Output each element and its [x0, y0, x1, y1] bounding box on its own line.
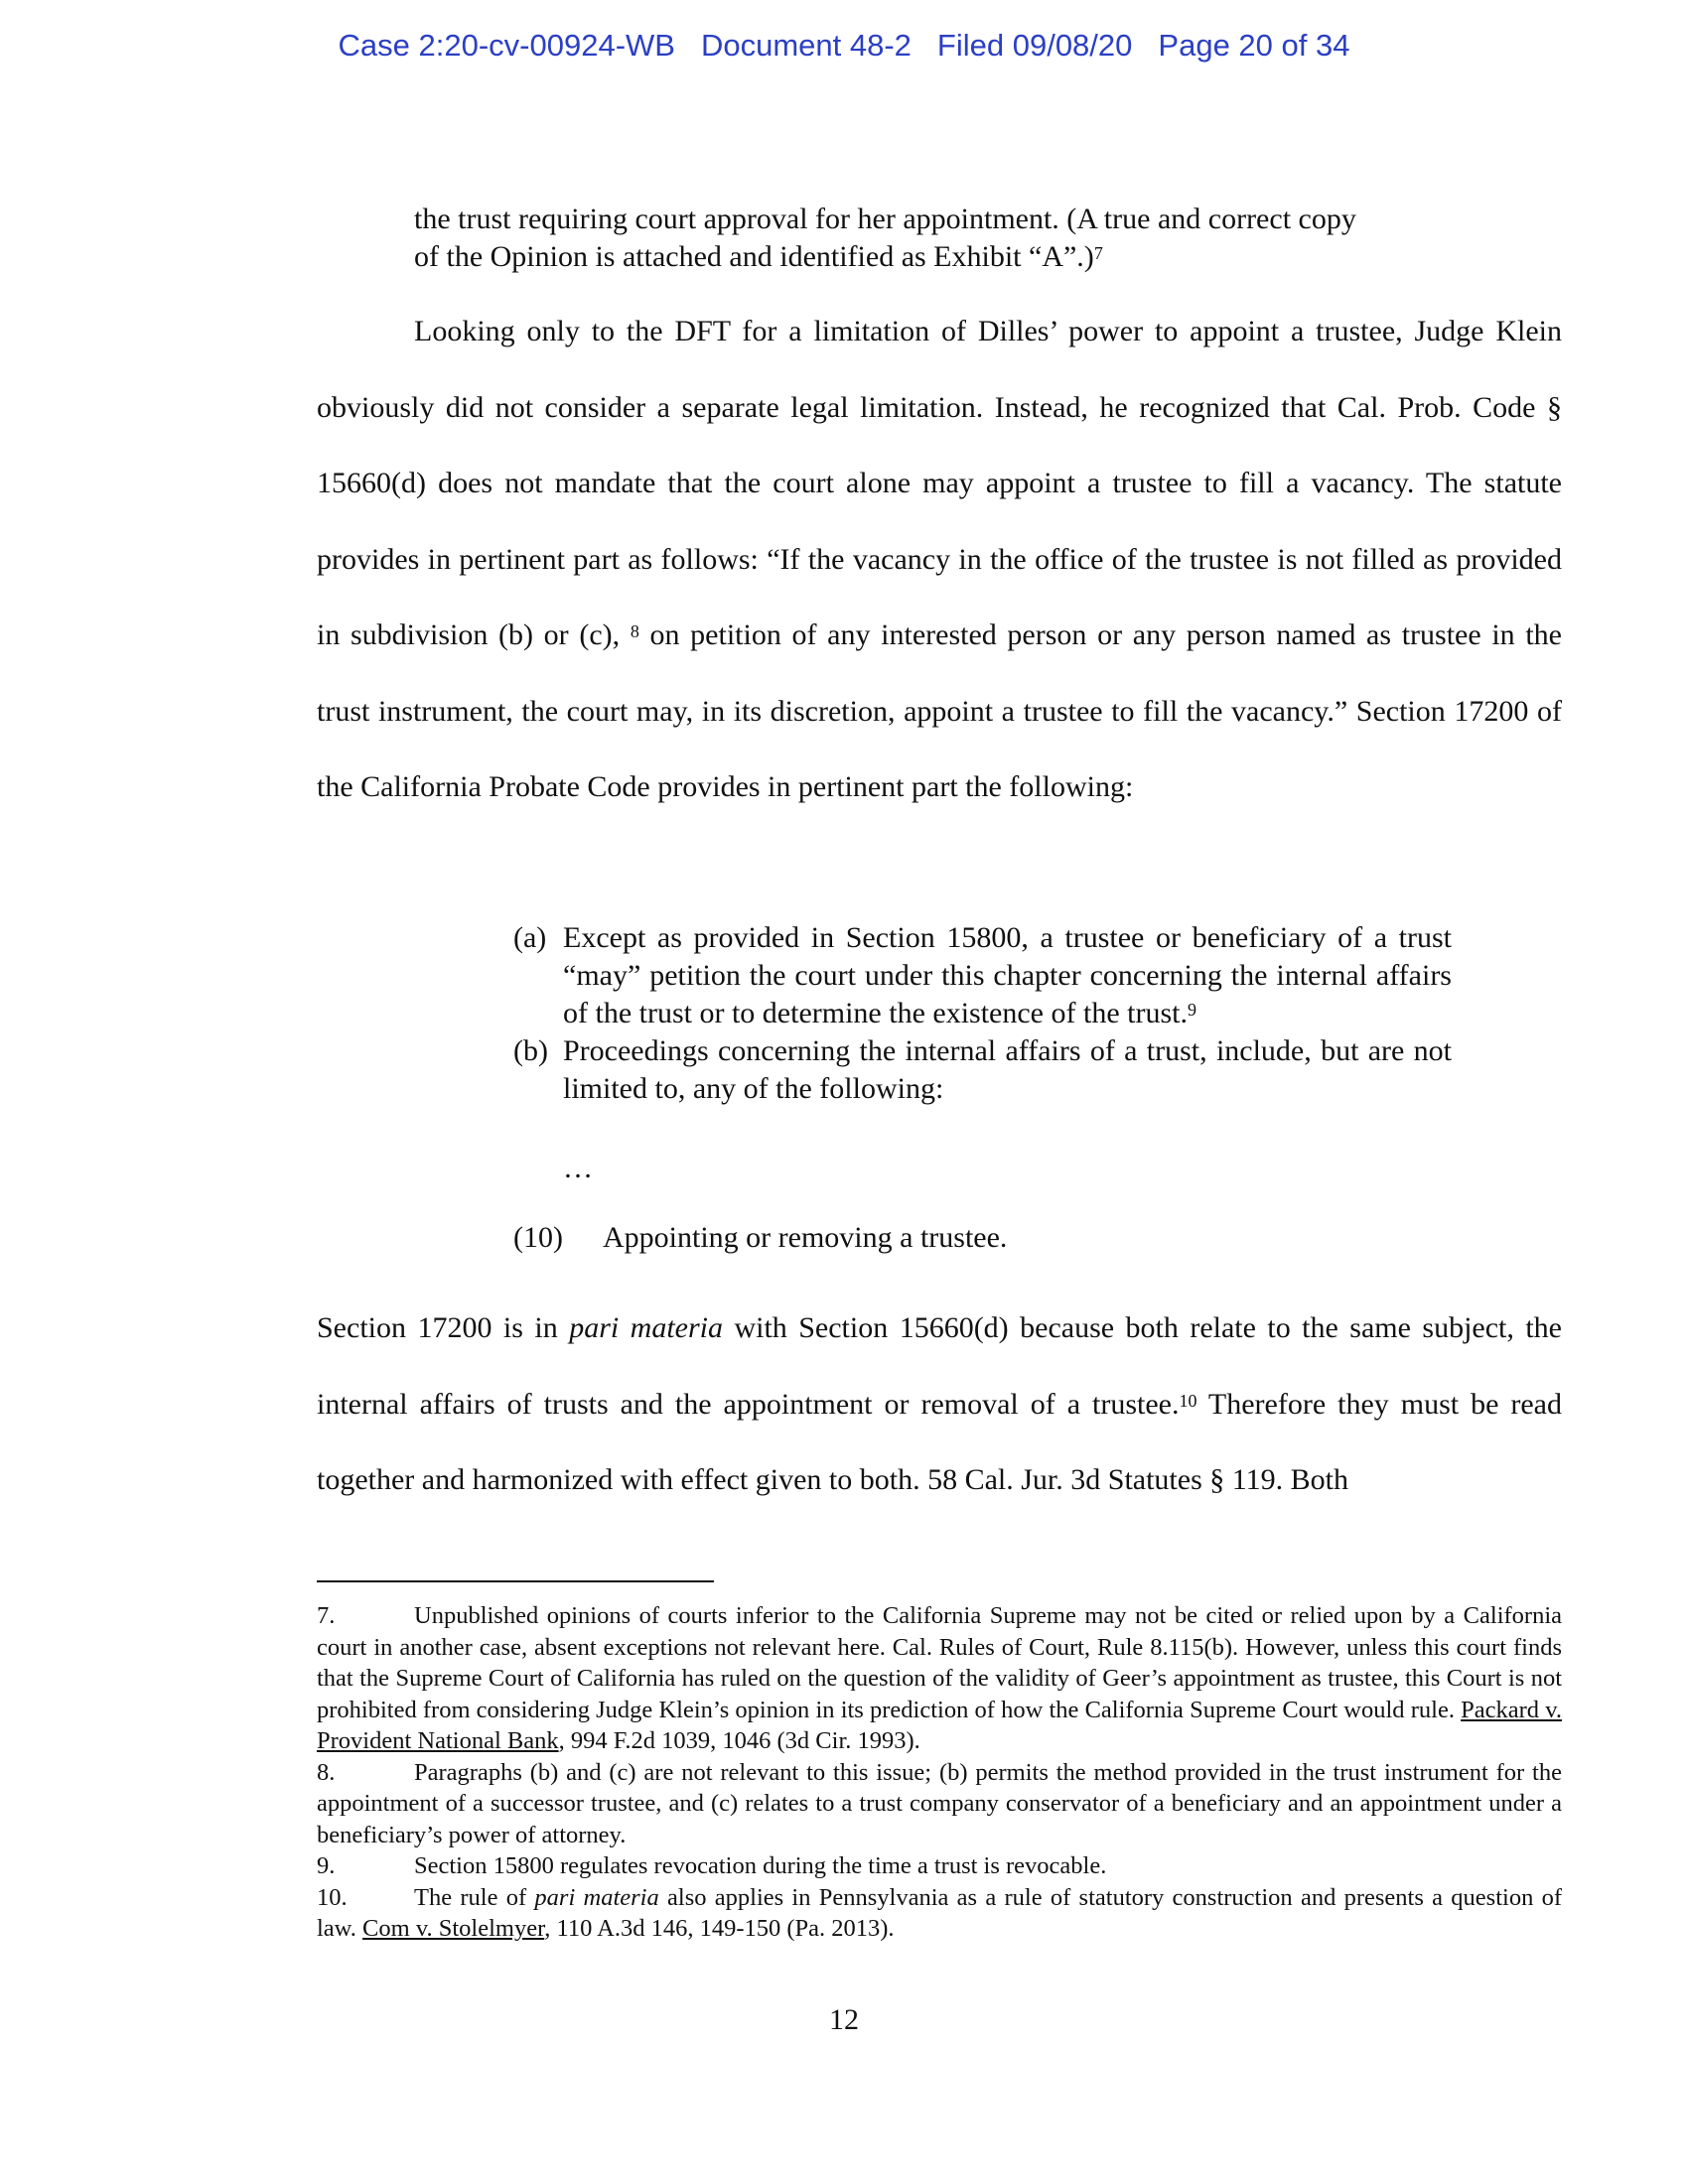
footnote-10-case-citation: Com v. Stolelmyer — [362, 1915, 545, 1942]
footnote-9-text: Section 15800 regulates revocation during the time a trust is revocable. — [414, 1852, 1107, 1879]
quote-line-2 — [414, 238, 1452, 276]
footnote-7 — [317, 1600, 1562, 1757]
footnotes — [317, 1600, 1562, 1945]
footnote-9-number: 9. — [317, 1852, 336, 1879]
statute-list — [513, 919, 1452, 1108]
footnote-8 — [317, 1757, 1562, 1851]
quote-line-1: the trust requiring court approval for her appointment. (A true and correct copy — [414, 203, 1356, 235]
list-marker-a: (a) — [513, 921, 547, 954]
paragraph-judge-klein — [317, 294, 1562, 826]
document-number: Document 48-2 — [700, 28, 912, 63]
paragraph-1-text-a: Looking only to the DFT for a limitation of Dilles’ power to appoint a trustee, Judge Klein obviously did not consider a separate legal limitation. Instead, he recognized that Cal. Prob. Code § 15660(d) does not mandate that the court alone may appoint a trustee to fill a vacancy. The statute provides in pertinent part as follows: “If the vacancy in the office of the trustee is not filled as provided in subdivision (b) or (c), — [317, 315, 1562, 651]
paragraph-2-text-b: with Section 15660(d) because both relate to the same subject, the internal affairs of trusts and the appointment or removal of a trustee. — [317, 1311, 1562, 1421]
footnote-7-text-b: , 994 F.2d 1039, 1046 (3d Cir. 1993). — [558, 1727, 920, 1754]
paragraph-2-text-c: Therefore they must be read together and harmonized with effect given to both. 58 Cal. Jur. 3d Statutes § 119. Both — [317, 1387, 1562, 1496]
footnote-10-number: 10. — [317, 1883, 348, 1911]
footnote-8-number: 8. — [317, 1758, 336, 1786]
footnote-ref-8: 8 — [630, 621, 639, 641]
list-item-a — [513, 919, 1452, 1032]
list-item-b-text: Proceedings concerning the internal affairs of a trust, include, but are not limited to, any of the following: — [563, 1034, 1452, 1105]
filed-date: Filed 09/08/20 — [936, 28, 1133, 63]
footnote-ref-9: 9 — [1187, 1000, 1196, 1020]
footnote-10 — [317, 1882, 1562, 1945]
footnote-7-text-a: Unpublished opinions of courts inferior to the California Supreme may not be cited or relied upon by a California court in another case, absent exceptions not relevant here. Cal. Rules of Court, Rule 8.115(b). However, unless this court finds that the Supreme Court of California has ruled on the question of the validity of Geer’s appointment as trustee, this Court is not prohibited from considering Judge Klein’s opinion in its prediction of how the California Supreme Court would rule. — [317, 1602, 1562, 1723]
footnote-7-case-citation: Packard v. Provident National Bank — [317, 1696, 1562, 1754]
page-number: 12 — [829, 2003, 859, 2036]
footnote-divider — [317, 1580, 714, 1582]
footnote-10-text-a: The rule of — [414, 1883, 535, 1911]
list-marker-b: (b) — [513, 1034, 548, 1067]
list-sub-item-10 — [513, 1221, 1007, 1255]
case-number: Case 2:20-cv-00924-WB — [338, 28, 675, 63]
page-count: Page 20 of 34 — [1158, 28, 1350, 63]
paragraph-1-text-b: on petition of any interested person or any person named as trustee in the trust instrument, the court may, in its discretion, appoint a trustee to fill the vacancy.” Section 17200 of the California Probate Code provides in pertinent part the following: — [317, 618, 1562, 803]
footnote-8-text: Paragraphs (b) and (c) are not relevant to this issue; (b) permits the method provided in the trust instrument for the appointment of a successor trustee, and (c) relates to a trust company conservator of a beneficiary and an appointment under a beneficiary’s power of attorney. — [317, 1758, 1562, 1848]
paragraph-pari-materia — [317, 1291, 1562, 1519]
sub-item-number: (10) — [513, 1221, 563, 1254]
quote-line-2-text: of the Opinion is attached and identified as Exhibit “A”.) — [414, 240, 1094, 273]
footnote-ref-7: 7 — [1093, 243, 1103, 263]
page-header — [0, 28, 1688, 64]
footnote-10-italic: pari materia — [534, 1883, 659, 1911]
footnote-10-text-b: also applies in Pennsylvania as a rule of statutory construction and presents a question of law. — [317, 1883, 1562, 1942]
paragraph-2-text-a: Section 17200 is in — [317, 1311, 570, 1344]
footnote-9 — [317, 1850, 1562, 1882]
paragraph-2-italic: pari materia — [569, 1311, 723, 1344]
footnote-10-text-c: , 110 A.3d 146, 149-150 (Pa. 2013). — [544, 1915, 895, 1942]
block-quote-continuation — [414, 201, 1452, 276]
footnote-ref-10: 10 — [1179, 1390, 1197, 1411]
sub-item-text: Appointing or removing a trustee. — [603, 1221, 1008, 1254]
list-item-b — [513, 1032, 1452, 1108]
list-item-a-text: Except as provided in Section 15800, a trustee or beneficiary of a trust “may” petition the court under this chapter concerning the internal affairs of the trust or to determine the existence of the trust. — [563, 921, 1452, 1029]
footnote-7-number: 7. — [317, 1602, 336, 1629]
ellipsis: … — [563, 1152, 593, 1184]
